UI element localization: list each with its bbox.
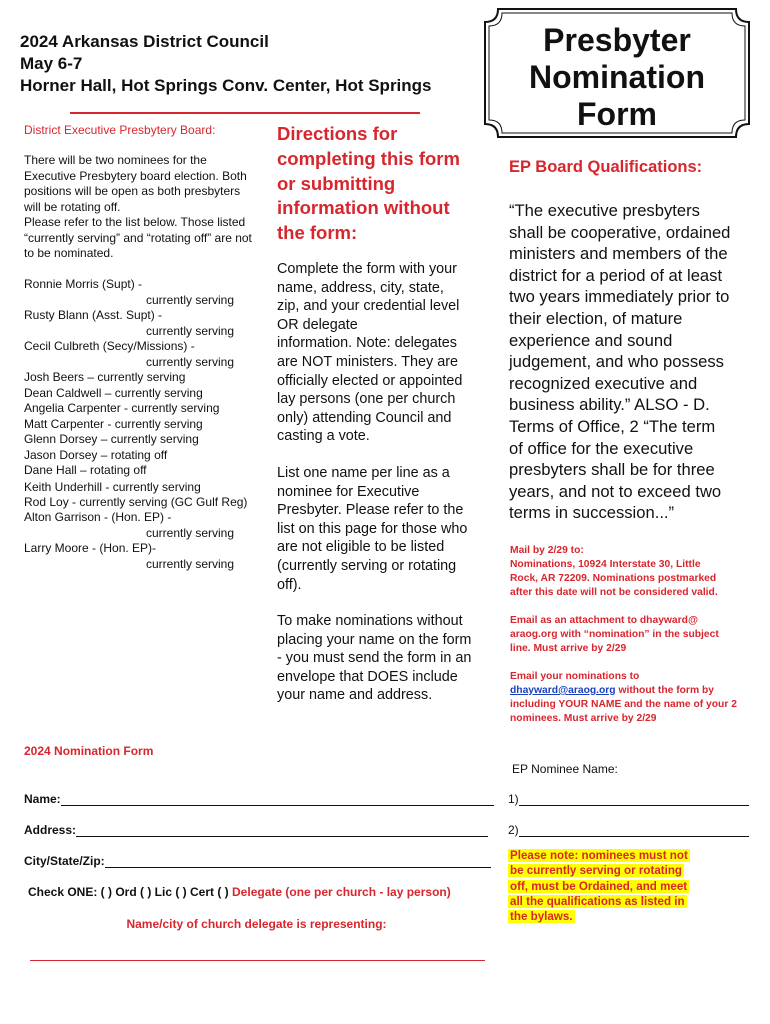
para-line: Presbyter. Please refer to the bbox=[277, 502, 464, 519]
email-line: araog.org with “nomination” in the subject bbox=[510, 628, 719, 640]
church-label: Name/city of church delegate is representing: bbox=[126, 917, 387, 931]
note-line: Please note: nominees must not bbox=[510, 849, 688, 862]
title-line: Presbyter bbox=[543, 22, 691, 58]
quote-line: judgement, and who possess bbox=[509, 352, 724, 372]
quote-line: experience and sound bbox=[509, 330, 673, 350]
mail-line: Nominations, 10924 Interstate 30, Little bbox=[510, 558, 701, 570]
para-line: zip, and your credential level bbox=[277, 298, 460, 315]
quote-line: “The executive presbyters bbox=[509, 201, 700, 220]
heading-line: Directions for bbox=[277, 123, 398, 144]
para-line: casting a vote. bbox=[277, 428, 370, 445]
header-divider bbox=[70, 112, 420, 114]
directions-para-2 bbox=[277, 464, 499, 594]
city-state-zip-field[interactable] bbox=[105, 855, 491, 868]
member-name: Ronnie Morris (Supt) - bbox=[24, 277, 143, 291]
heading-line: or submitting bbox=[277, 172, 396, 194]
intro-line: Please refer to the list below. Those listed bbox=[24, 215, 246, 229]
credential-options[interactable]: Check ONE: ( ) Ord ( ) Lic ( ) Cert ( ) bbox=[28, 885, 233, 899]
member-status: currently serving bbox=[146, 355, 235, 369]
directions-heading bbox=[277, 122, 502, 246]
quote-line: presbyters shall be for three bbox=[509, 460, 715, 480]
quote-line: of office for the executive bbox=[509, 438, 694, 458]
para-line: Complete the form with your bbox=[277, 261, 457, 277]
para-line: OR delegate bbox=[277, 316, 358, 333]
para-line: are not eligible to be listed bbox=[277, 539, 445, 556]
left-intro bbox=[24, 153, 269, 262]
para-line: only) attending Council and bbox=[277, 409, 452, 426]
para-line: To make nominations without bbox=[277, 613, 463, 629]
form-title: 2024 Nomination Form bbox=[24, 744, 154, 758]
para-line: name, address, city, state, bbox=[277, 279, 444, 296]
title-box bbox=[484, 22, 750, 133]
quote-line: recognized executive and bbox=[509, 373, 698, 393]
nominee-row-1 bbox=[508, 792, 749, 806]
member-name: Jason Dorsey – rotating off bbox=[24, 448, 168, 462]
note-line: the bylaws. bbox=[510, 910, 573, 924]
intro-line: to be nominated. bbox=[24, 246, 114, 260]
intro-line: Executive Presbytery board election. Both bbox=[24, 168, 247, 183]
para-line: List one name per line as a bbox=[277, 465, 450, 481]
member-name: Angelia Carpenter - currently serving bbox=[24, 401, 220, 415]
para-line: - you must send the form in an bbox=[277, 650, 472, 667]
member-name: Alton Garrison - (Hon. EP) - bbox=[24, 510, 172, 524]
intro-line: “currently serving” and “rotating off” are not bbox=[24, 230, 252, 245]
email-line-rest: without the form by bbox=[615, 684, 714, 696]
para-line: list on this page for those who bbox=[277, 520, 468, 537]
header-title: 2024 Arkansas District Council bbox=[20, 32, 269, 51]
mail-line: Mail by 2/29 to: bbox=[510, 545, 584, 556]
member-status: currently serving bbox=[146, 557, 235, 571]
para-line: officially elected or appointed bbox=[277, 372, 463, 389]
mail-instructions bbox=[510, 544, 718, 600]
city-row bbox=[24, 854, 491, 868]
address-label: Address: bbox=[24, 823, 77, 837]
qualifications-heading: EP Board Qualifications: bbox=[509, 158, 703, 176]
para-line: envelope that DOES include bbox=[277, 668, 458, 685]
member-name: Keith Underhill - currently serving bbox=[24, 480, 201, 494]
para-line: nominee for Executive bbox=[277, 483, 420, 500]
title-line: Nomination bbox=[529, 59, 705, 95]
heading-line: completing this form bbox=[277, 147, 460, 169]
left-heading: District Executive Presbytery Board: bbox=[24, 123, 216, 137]
address-row bbox=[24, 823, 488, 837]
directions-para-1 bbox=[277, 260, 499, 446]
nominee-number: 2) bbox=[508, 823, 519, 837]
email-line: Email as an attachment to dhayward@ bbox=[510, 615, 698, 626]
name-row bbox=[24, 792, 494, 806]
nominee-heading: EP Nominee Name: bbox=[512, 762, 618, 776]
delegate-option[interactable]: Delegate (one per church - lay person) bbox=[232, 885, 451, 899]
member-name: Cecil Culbreth (Secy/Missions) - bbox=[24, 339, 195, 353]
member-name: Larry Moore - (Hon. EP)- bbox=[24, 541, 157, 555]
member-name: Glenn Dorsey – currently serving bbox=[24, 432, 199, 446]
name-label: Name: bbox=[24, 792, 61, 806]
email-line: nominees. Must arrive by 2/29 bbox=[510, 712, 657, 724]
mail-line: after this date will not be considered valid. bbox=[510, 586, 718, 598]
mail-line: Rock, AR 72209. Nominations postmarked bbox=[510, 572, 717, 584]
member-name: Dane Hall – rotating off bbox=[24, 463, 147, 477]
para-line: off). bbox=[277, 576, 302, 593]
email-line bbox=[510, 684, 737, 698]
para-line: placing your name on the form bbox=[277, 631, 472, 648]
qualifications-quote bbox=[509, 200, 767, 524]
quote-line: business ability.” ALSO - D. bbox=[509, 395, 710, 415]
credential-row[interactable] bbox=[28, 885, 451, 899]
para-line: are NOT ministers. They are bbox=[277, 353, 459, 370]
city-label: City/State/Zip: bbox=[24, 854, 105, 868]
header-venue: Horner Hall, Hot Springs Conv. Center, Hot Springs bbox=[20, 76, 432, 95]
header-dates: May 6-7 bbox=[20, 54, 83, 73]
para-line: (currently serving or rotating bbox=[277, 557, 457, 574]
nominee-number: 1) bbox=[508, 792, 519, 806]
quote-line: terms in succession...” bbox=[509, 503, 675, 523]
nominee-2-field[interactable] bbox=[519, 824, 749, 837]
member-name: Dean Caldwell – currently serving bbox=[24, 386, 203, 400]
title-line: Form bbox=[577, 96, 657, 132]
email-link[interactable]: dhayward@araog.org bbox=[510, 684, 616, 696]
quote-line: their election, of mature bbox=[509, 308, 683, 328]
intro-line: positions will be open as both presbyters bbox=[24, 184, 241, 198]
address-field[interactable] bbox=[76, 824, 488, 837]
church-field[interactable] bbox=[30, 960, 485, 961]
member-name: Rod Loy - currently serving (GC Gulf Reg) bbox=[24, 495, 248, 509]
email-nominations-instructions bbox=[510, 670, 737, 726]
quote-line: ministers and members of the bbox=[509, 244, 728, 264]
quote-line: shall be cooperative, ordained bbox=[509, 222, 731, 242]
quote-line: two years immediately prior to bbox=[509, 287, 730, 307]
intro-line: There will be two nominees for the bbox=[24, 153, 207, 167]
email-line: line. Must arrive by 2/29 bbox=[510, 642, 627, 654]
para-line: information. Note: delegates bbox=[277, 335, 457, 352]
quote-line: district for a period of at least bbox=[509, 265, 723, 285]
member-name: Josh Beers – currently serving bbox=[24, 370, 186, 384]
intro-line: will be rotating off. bbox=[24, 199, 121, 214]
quote-line: Terms of Office, 2 “The term bbox=[509, 416, 716, 436]
member-status: currently serving bbox=[146, 293, 235, 307]
directions-para-3 bbox=[277, 612, 499, 705]
heading-line: information without bbox=[277, 197, 450, 219]
nominee-note bbox=[508, 848, 690, 924]
quote-line: years, and not to exceed two bbox=[509, 481, 722, 501]
heading-line: the form: bbox=[277, 222, 358, 244]
member-name: Matt Carpenter - currently serving bbox=[24, 417, 203, 431]
note-line: be currently serving or rotating bbox=[510, 864, 683, 878]
para-line: lay persons (one per church bbox=[277, 391, 456, 408]
email-attachment-instructions bbox=[510, 614, 719, 656]
nominee-1-field[interactable] bbox=[519, 793, 749, 806]
nominee-row-2 bbox=[508, 823, 749, 837]
para-line: your name and address. bbox=[277, 687, 433, 704]
member-status: currently serving bbox=[146, 526, 235, 540]
name-field[interactable] bbox=[61, 793, 494, 806]
member-name: Rusty Blann (Asst. Supt) - bbox=[24, 308, 163, 322]
note-line: off, must be Ordained, and meet bbox=[510, 879, 688, 893]
member-status: currently serving bbox=[146, 324, 235, 338]
email-line: Email your nominations to bbox=[510, 671, 640, 682]
note-line: all the qualifications as listed in bbox=[510, 894, 685, 908]
email-line: including YOUR NAME and the name of your 2 bbox=[510, 698, 737, 710]
